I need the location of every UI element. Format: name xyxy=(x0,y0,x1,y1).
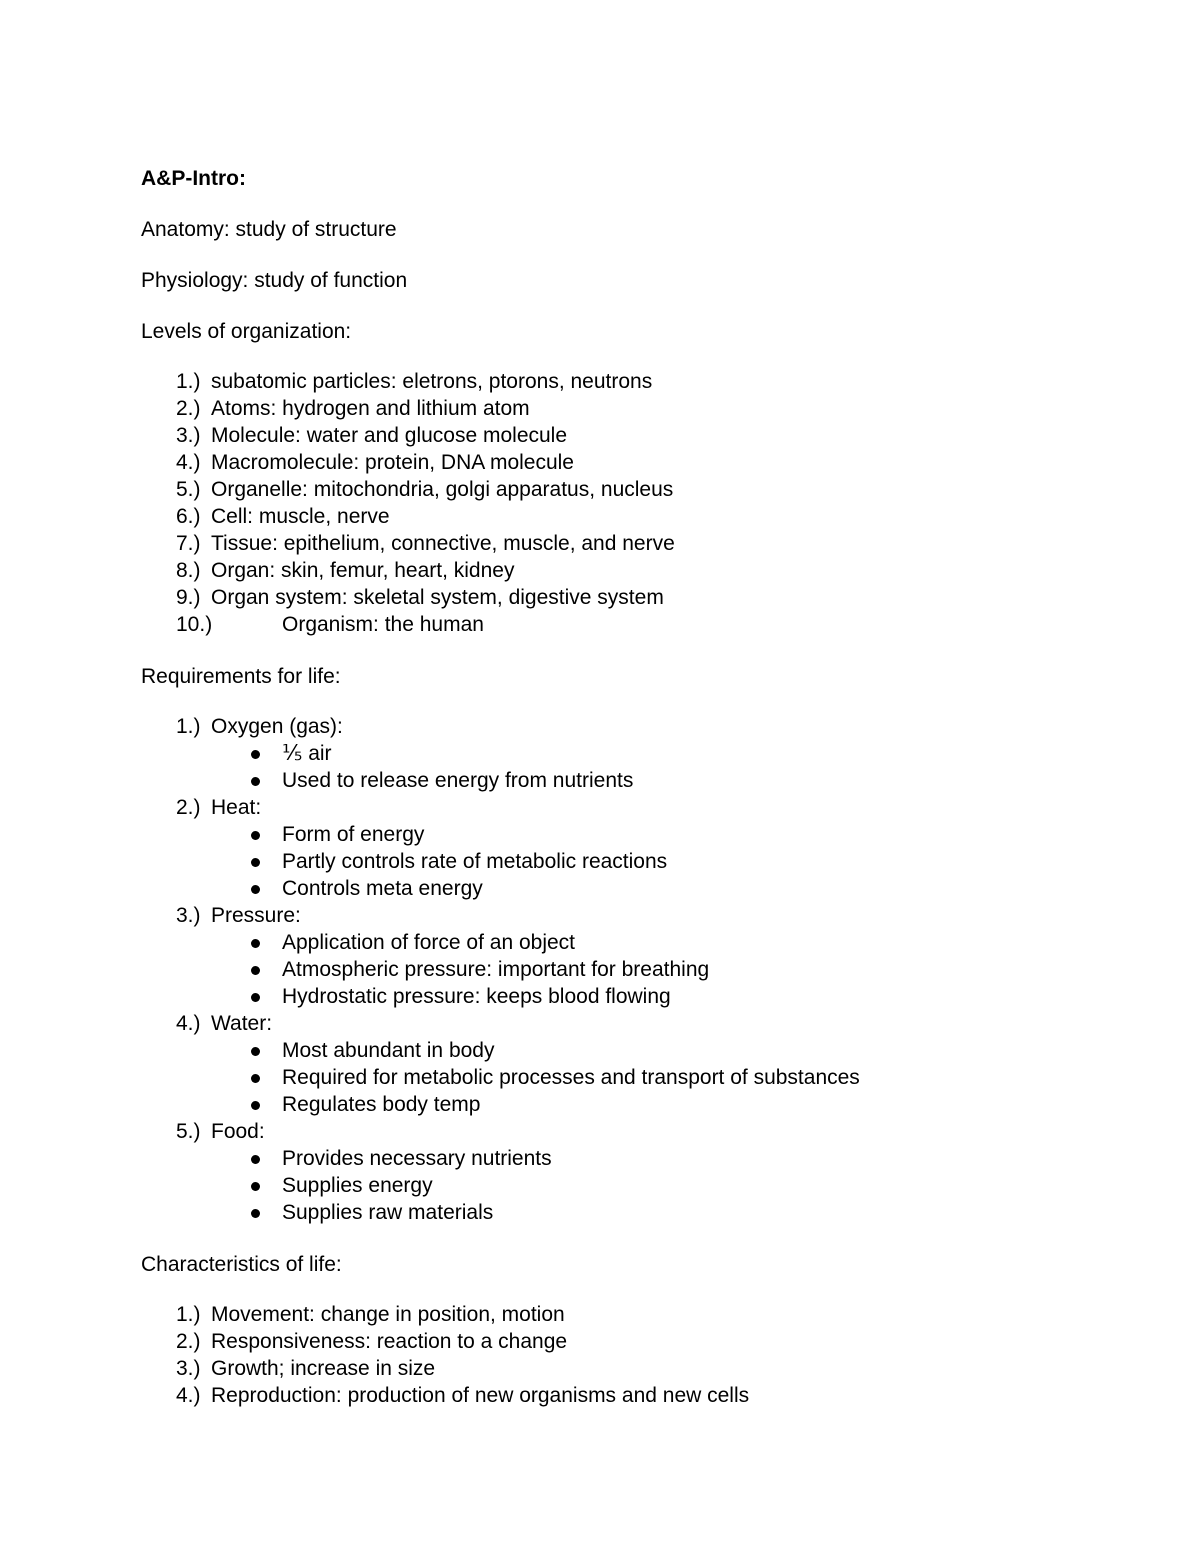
list-item xyxy=(0,794,1200,821)
bullet-item xyxy=(0,1037,1200,1064)
item-number: 3.) xyxy=(176,904,201,927)
bullet-icon xyxy=(251,750,260,759)
bullet-item xyxy=(0,1145,1200,1172)
bullet-text: ⅕ air xyxy=(282,742,332,765)
bullet-item xyxy=(0,821,1200,848)
item-number: 4.) xyxy=(176,1012,201,1035)
anatomy-definition: Anatomy: study of structure xyxy=(141,218,397,241)
list-item xyxy=(0,1382,1200,1409)
list-item xyxy=(0,530,1200,557)
item-number: 4.) xyxy=(176,451,201,474)
list-item xyxy=(0,395,1200,422)
item-text: Tissue: epithelium, connective, muscle, and nerve xyxy=(211,532,675,555)
item-number: 1.) xyxy=(176,715,201,738)
item-text: Reproduction: production of new organisms and new cells xyxy=(211,1384,750,1407)
bullet-item xyxy=(0,875,1200,902)
list-item xyxy=(0,584,1200,611)
bullet-item xyxy=(0,956,1200,983)
bullet-text: Used to release energy from nutrients xyxy=(282,769,634,792)
bullet-item xyxy=(0,1064,1200,1091)
item-text: Heat: xyxy=(211,796,262,819)
item-text: Organ system: skeletal system, digestive system xyxy=(211,586,664,609)
item-number: 3.) xyxy=(176,1357,201,1380)
list-item xyxy=(0,449,1200,476)
list-item xyxy=(0,1301,1200,1328)
item-number: 9.) xyxy=(176,586,201,609)
item-number: 6.) xyxy=(176,505,201,528)
item-number: 10.) xyxy=(176,613,213,636)
list-item xyxy=(0,902,1200,929)
bullet-text: Controls meta energy xyxy=(282,877,483,900)
bullet-icon xyxy=(251,1101,260,1110)
list-item xyxy=(0,1328,1200,1355)
list-item xyxy=(0,1355,1200,1382)
levels-list xyxy=(0,368,1200,638)
list-item xyxy=(0,422,1200,449)
bullet-icon xyxy=(251,885,260,894)
characteristics-heading: Characteristics of life: xyxy=(141,1253,342,1276)
bullet-text: Application of force of an object xyxy=(282,931,576,954)
item-text: Growth; increase in size xyxy=(211,1357,436,1380)
item-text: Water: xyxy=(211,1012,273,1035)
item-number: 2.) xyxy=(176,1330,201,1353)
item-number: 1.) xyxy=(176,370,201,393)
bullet-item xyxy=(0,740,1200,767)
bullet-item xyxy=(0,983,1200,1010)
bullet-icon xyxy=(251,1209,260,1218)
bullet-icon xyxy=(251,1155,260,1164)
list-item xyxy=(0,476,1200,503)
item-number: 7.) xyxy=(176,532,201,555)
requirements-list xyxy=(0,713,1200,1226)
bullet-icon xyxy=(251,1182,260,1191)
bullet-item xyxy=(0,1199,1200,1226)
bullet-text: Form of energy xyxy=(282,823,425,846)
bullet-text: Regulates body temp xyxy=(282,1093,481,1116)
bullet-icon xyxy=(251,939,260,948)
bullet-icon xyxy=(251,966,260,975)
item-text: subatomic particles: eletrons, ptorons, neutrons xyxy=(211,370,653,393)
bullet-text: Provides necessary nutrients xyxy=(282,1147,552,1170)
bullet-text: Most abundant in body xyxy=(282,1039,495,1062)
item-text: Organism: the human xyxy=(282,613,484,636)
item-text: Molecule: water and glucose molecule xyxy=(211,424,568,447)
bullet-item xyxy=(0,929,1200,956)
item-number: 5.) xyxy=(176,1120,201,1143)
bullet-item xyxy=(0,1091,1200,1118)
item-number: 2.) xyxy=(176,397,201,420)
item-text: Cell: muscle, nerve xyxy=(211,505,390,528)
item-text: Movement: change in position, motion xyxy=(211,1303,565,1326)
list-item xyxy=(0,1010,1200,1037)
item-number: 2.) xyxy=(176,796,201,819)
bullet-item xyxy=(0,848,1200,875)
list-item xyxy=(0,557,1200,584)
list-item xyxy=(0,368,1200,395)
bullet-text: Required for metabolic processes and transport of substances xyxy=(282,1066,860,1089)
bullet-icon xyxy=(251,858,260,867)
item-number: 3.) xyxy=(176,424,201,447)
item-number: 4.) xyxy=(176,1384,201,1407)
item-text: Organelle: mitochondria, golgi apparatus, nucleus xyxy=(211,478,674,501)
bullet-text: Atmospheric pressure: important for breathing xyxy=(282,958,710,981)
item-text: Pressure: xyxy=(211,904,301,927)
bullet-text: Hydrostatic pressure: keeps blood flowing xyxy=(282,985,671,1008)
bullet-icon xyxy=(251,1074,260,1083)
bullet-icon xyxy=(251,993,260,1002)
list-item xyxy=(0,1118,1200,1145)
bullet-text: Partly controls rate of metabolic reactions xyxy=(282,850,668,873)
bullet-item xyxy=(0,767,1200,794)
list-item xyxy=(0,503,1200,530)
physiology-definition: Physiology: study of function xyxy=(141,269,408,292)
document-title: A&P-Intro: xyxy=(141,167,246,190)
item-text: Oxygen (gas): xyxy=(211,715,343,738)
item-text: Responsiveness: reaction to a change xyxy=(211,1330,568,1353)
bullet-text: Supplies raw materials xyxy=(282,1201,494,1224)
item-text: Food: xyxy=(211,1120,265,1143)
bullet-item xyxy=(0,1172,1200,1199)
item-number: 8.) xyxy=(176,559,201,582)
list-item xyxy=(0,611,1200,638)
bullet-icon xyxy=(251,831,260,840)
characteristics-list xyxy=(0,1301,1200,1409)
bullet-text: Supplies energy xyxy=(282,1174,433,1197)
item-text: Macromolecule: protein, DNA molecule xyxy=(211,451,574,474)
item-text: Atoms: hydrogen and lithium atom xyxy=(211,397,530,420)
requirements-heading: Requirements for life: xyxy=(141,665,341,688)
levels-heading: Levels of organization: xyxy=(141,320,352,343)
bullet-icon xyxy=(251,1047,260,1056)
list-item xyxy=(0,713,1200,740)
item-text: Organ: skin, femur, heart, kidney xyxy=(211,559,515,582)
item-number: 5.) xyxy=(176,478,201,501)
bullet-icon xyxy=(251,777,260,786)
item-number: 1.) xyxy=(176,1303,201,1326)
